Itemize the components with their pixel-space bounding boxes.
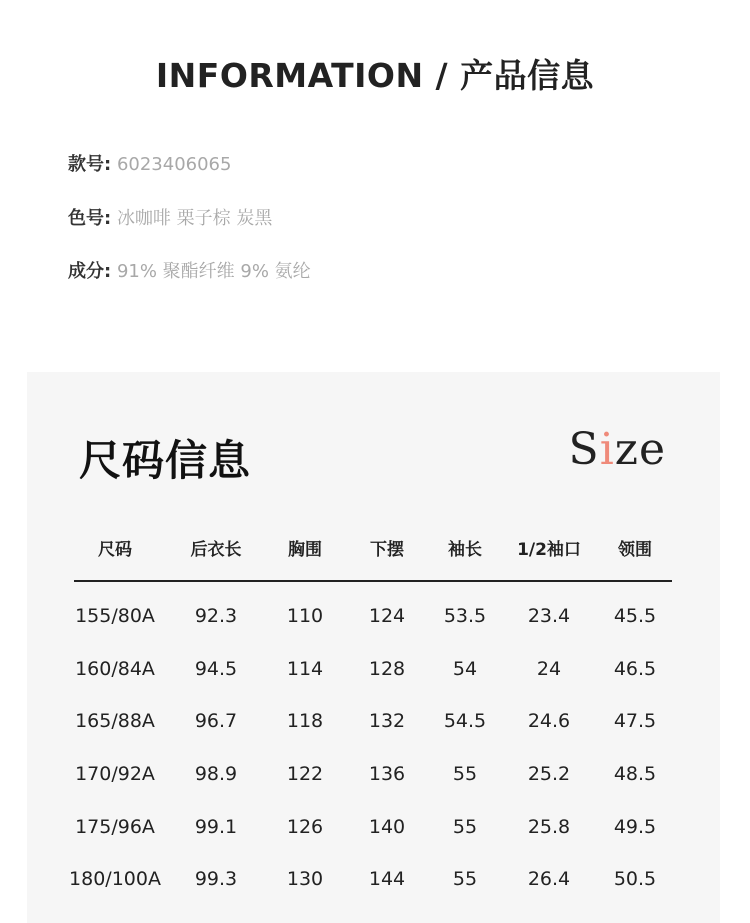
size-word-logo (569, 424, 666, 475)
table-cell: 144 (368, 868, 406, 891)
table-cell: 45.5 (613, 605, 657, 628)
size-panel (27, 372, 720, 923)
page-title: INFORMATION / 产品信息 (155, 56, 595, 95)
table-cell: 122 (286, 763, 324, 786)
table-cell: 136 (368, 763, 406, 786)
table-cell: 26.4 (527, 868, 571, 891)
size-table (69, 522, 672, 906)
table-cell: 170/92A (75, 763, 155, 786)
info-row-style-number (68, 150, 231, 176)
table-row (69, 853, 672, 906)
table-cell: 155/80A (75, 605, 155, 628)
table-cell: 96.7 (194, 710, 238, 733)
header-cell-sleeve-length: 袖长 (448, 539, 482, 560)
header-cell-chest: 胸围 (288, 539, 322, 560)
info-value: 91% 聚酯纤维 9% 氨纶 (116, 261, 311, 282)
table-cell: 180/100A (69, 868, 161, 891)
table-cell: 160/84A (75, 657, 155, 680)
table-cell: 99.3 (194, 868, 238, 891)
table-cell: 24 (536, 657, 562, 680)
table-cell: 49.5 (613, 815, 657, 838)
table-cell: 175/96A (75, 815, 155, 838)
table-cell: 128 (368, 657, 406, 680)
table-header (74, 522, 672, 582)
table-cell: 92.3 (194, 605, 238, 628)
table-cell: 132 (368, 710, 406, 733)
table-body (69, 582, 672, 906)
table-cell: 118 (286, 710, 324, 733)
table-row (74, 800, 672, 853)
table-cell: 50.5 (613, 868, 657, 891)
size-word-part: ze (614, 424, 666, 475)
table-cell: 55 (452, 763, 478, 786)
table-cell: 47.5 (613, 710, 657, 733)
info-row-color (68, 204, 272, 230)
table-cell: 54 (452, 657, 478, 680)
info-label: 色号: (68, 208, 112, 229)
info-label: 款号: (68, 154, 112, 175)
info-value: 6023406065 (116, 154, 232, 175)
size-heading: 尺码信息 (79, 436, 252, 485)
table-cell: 55 (452, 815, 478, 838)
header-cell-hem: 下摆 (370, 539, 404, 560)
info-row-composition (68, 257, 311, 283)
table-row (74, 695, 672, 748)
table-cell: 25.2 (527, 763, 571, 786)
table-cell: 53.5 (443, 605, 487, 628)
table-cell: 54.5 (443, 710, 487, 733)
size-word-accent: i (599, 424, 615, 475)
table-cell: 46.5 (613, 657, 657, 680)
table-cell: 99.1 (194, 815, 238, 838)
table-cell: 165/88A (75, 710, 155, 733)
table-cell: 25.8 (527, 815, 571, 838)
info-value: 冰咖啡 栗子棕 炭黑 (116, 208, 273, 229)
table-row (74, 748, 672, 801)
table-row (74, 643, 672, 696)
header-cell-half-cuff: 1/2袖口 (517, 539, 581, 560)
table-cell: 130 (286, 868, 324, 891)
table-cell: 48.5 (613, 763, 657, 786)
table-cell: 55 (452, 868, 478, 891)
table-cell: 124 (368, 605, 406, 628)
header-cell-size: 尺码 (98, 539, 132, 560)
table-cell: 110 (286, 605, 324, 628)
header-cell-collar: 领围 (618, 539, 652, 560)
table-cell: 23.4 (527, 605, 571, 628)
table-cell: 94.5 (194, 657, 238, 680)
table-cell: 114 (286, 657, 324, 680)
table-cell: 24.6 (527, 710, 571, 733)
header-cell-back-length: 后衣长 (190, 539, 242, 560)
table-cell: 98.9 (194, 763, 238, 786)
info-label: 成分: (68, 261, 112, 282)
size-word-part: S (568, 424, 600, 475)
table-cell: 126 (286, 815, 324, 838)
table-row (74, 590, 672, 643)
table-cell: 140 (368, 815, 406, 838)
